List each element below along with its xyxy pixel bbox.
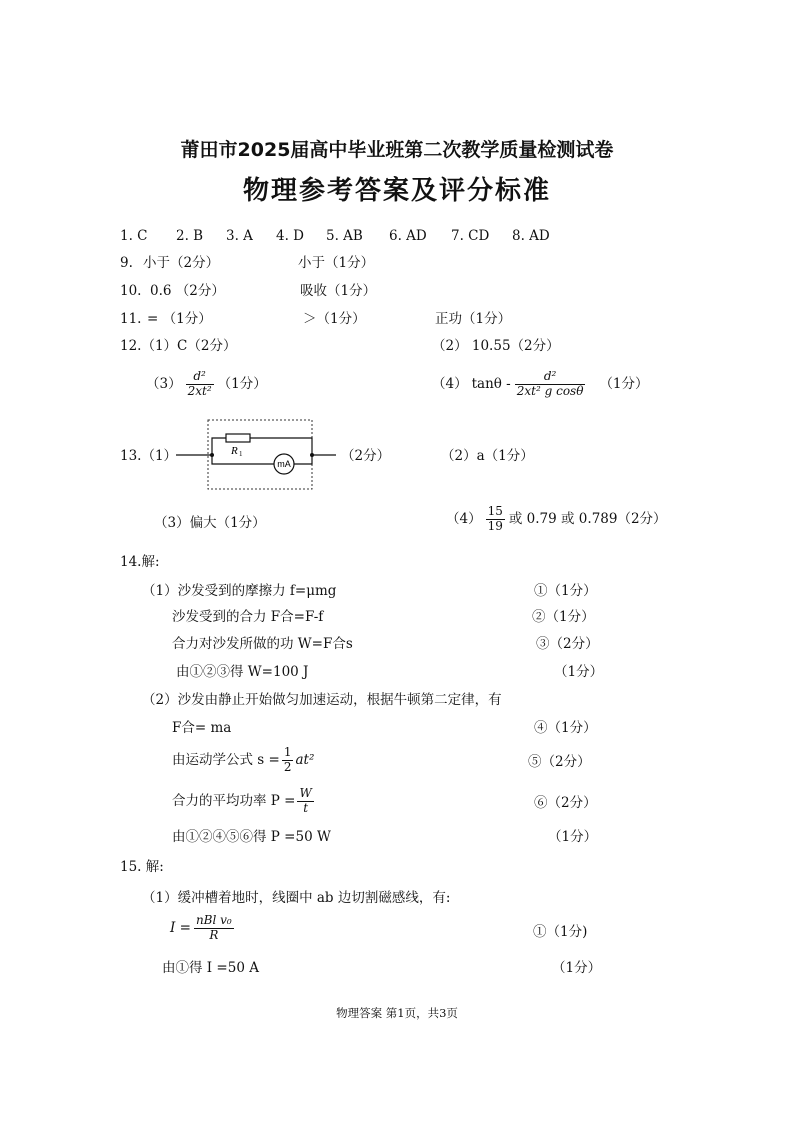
q12-part1: 12.（1）C（2分） bbox=[120, 338, 237, 354]
q9-answer-b: 小于（1分） bbox=[298, 255, 375, 271]
q10-label: 10. bbox=[120, 283, 142, 299]
q10-answer-b: 吸收（1分） bbox=[300, 283, 377, 299]
q12-part3-score: （1分） bbox=[217, 375, 267, 392]
q13-part4-label: （4） bbox=[446, 510, 482, 527]
q14-line8: 由①②④⑤⑥得 P =50 W bbox=[172, 829, 331, 845]
circuit-wire-top-right bbox=[250, 438, 312, 455]
q14-line6-numerator: 1 bbox=[283, 745, 292, 759]
q14-line3: 合力对沙发所做的功 W=F合s bbox=[172, 636, 353, 652]
q14-line6-prefix: 由运动学公式 s = bbox=[172, 751, 280, 768]
q9-answer-a: 小于（2分） bbox=[143, 255, 220, 271]
q15-score-1: ①（1分) bbox=[533, 924, 588, 940]
q11-answer-c: 正功（1分） bbox=[435, 311, 512, 327]
q12-part3 bbox=[146, 370, 267, 399]
q14-line6-fraction bbox=[282, 746, 294, 775]
q14-score-1: ①（1分） bbox=[534, 583, 597, 599]
circuit-wire-bottom-right bbox=[294, 455, 312, 464]
q14-part2: （2）沙发由静止开始做匀加速运动，根据牛顿第二定律，有 bbox=[142, 692, 502, 708]
q14-line7 bbox=[172, 787, 316, 816]
choice-answer: 8. AD bbox=[512, 228, 550, 244]
q13-part4-fraction bbox=[486, 505, 505, 534]
q12-part3-label: （3） bbox=[146, 375, 182, 392]
circuit-wire-top-left bbox=[212, 438, 226, 455]
q9-label: 9. bbox=[120, 255, 133, 271]
q14-line6 bbox=[172, 746, 314, 775]
choice-answer: 2. B bbox=[176, 228, 204, 244]
q14-line7-fraction bbox=[297, 787, 313, 816]
q12-part3-fraction bbox=[186, 370, 214, 399]
q12-part4 bbox=[432, 370, 649, 399]
circuit-dashed-box bbox=[208, 420, 312, 489]
q14-part1: （1）沙发受到的摩擦力 f=μmg bbox=[142, 583, 337, 599]
choice-answer: 3. A bbox=[226, 228, 253, 244]
q12-part4-fraction bbox=[515, 370, 586, 399]
choice-answer: 5. AB bbox=[326, 228, 363, 244]
q12-part3-denominator: 2xt² bbox=[187, 383, 212, 398]
resistor-label: R bbox=[231, 445, 238, 457]
q15-eq-numerator: nBl v₀ bbox=[195, 913, 232, 927]
q14-score-2: ②（1分） bbox=[532, 609, 595, 625]
choice-answer: 6. AD bbox=[389, 228, 427, 244]
page-footer: 物理答案 第1页，共3页 bbox=[336, 1006, 458, 1020]
choice-answer: 4. D bbox=[276, 228, 304, 244]
q10-answer-a: 0.6 （2分） bbox=[150, 283, 225, 299]
document-title: 莆田市2025届高中毕业班第二次教学质量检测试卷 bbox=[180, 139, 614, 161]
q14-line7-prefix: 合力的平均功率 P = bbox=[172, 792, 296, 809]
q11-answer-a: = （1分） bbox=[147, 311, 212, 327]
q13-part4-rest: 或 0.79 或 0.789（2分） bbox=[508, 510, 667, 527]
q14-line4: 由①②③得 W=100 J bbox=[176, 664, 309, 680]
q14-line7-denominator: t bbox=[303, 800, 309, 815]
q13-part4 bbox=[446, 505, 667, 534]
q13-part1-score: （2分） bbox=[341, 448, 391, 464]
circuit-wire-bottom-left bbox=[212, 455, 274, 464]
q13-part4-denominator: 19 bbox=[487, 518, 503, 533]
q13-part4-numerator: 15 bbox=[487, 504, 503, 518]
q15-score-2: （1分） bbox=[552, 960, 602, 976]
q14-line7-numerator: W bbox=[299, 786, 312, 800]
q12-part4-denominator: 2xt² g cosθ bbox=[516, 383, 584, 398]
resistor-r1 bbox=[226, 434, 250, 442]
q12-part3-numerator: d² bbox=[186, 370, 214, 385]
q13-part2: （2）a（1分） bbox=[441, 448, 534, 464]
q14-line5: F合= ma bbox=[172, 720, 232, 736]
q15-line2: 由①得 I =50 A bbox=[162, 960, 259, 976]
q14-title: 14.解: bbox=[120, 554, 160, 570]
circuit-diagram bbox=[176, 418, 336, 493]
q11-answer-b: ＞（1分） bbox=[303, 311, 366, 327]
q13-part3: （3）偏大（1分） bbox=[154, 515, 266, 531]
q13-part1-label: 13.（1） bbox=[120, 448, 178, 464]
q12-part4-numerator: d² bbox=[515, 370, 586, 385]
q15-title: 15. 解: bbox=[120, 859, 164, 875]
q14-score-6: ⑤（2分） bbox=[528, 754, 591, 770]
q14-score-7: ⑥（2分） bbox=[534, 795, 597, 811]
q14-score-8: （1分） bbox=[548, 829, 598, 845]
q14-line6-denominator: 2 bbox=[283, 759, 292, 774]
q15-eq-prefix: I = bbox=[170, 919, 191, 936]
q12-part4-prefix: tanθ - bbox=[471, 375, 511, 392]
q14-score-4: （1分） bbox=[554, 664, 604, 680]
q12-part4-score: （1分） bbox=[599, 375, 649, 392]
meter-label: mA bbox=[277, 459, 291, 469]
choice-answer: 1. C bbox=[120, 228, 148, 244]
q11-label: 11. bbox=[120, 311, 142, 327]
q15-eq-fraction bbox=[194, 914, 234, 943]
q15-eq-denominator: R bbox=[209, 927, 219, 942]
q14-score-5: ④（1分） bbox=[534, 720, 597, 736]
q15-part1: （1）缓冲槽着地时，线圈中 ab 边切割磁感线，有: bbox=[142, 890, 451, 906]
resistor-label-subscript: 1 bbox=[239, 450, 243, 458]
q12-part2: （2） 10.55（2分） bbox=[432, 338, 560, 354]
choice-answer: 7. CD bbox=[451, 228, 490, 244]
q14-line2: 沙发受到的合力 F合=F-f bbox=[172, 609, 324, 625]
q12-part4-label: （4） bbox=[432, 375, 468, 392]
q14-line6-suffix: at² bbox=[295, 751, 315, 768]
document-subtitle: 物理参考答案及评分标准 bbox=[242, 176, 551, 206]
q15-equation bbox=[170, 914, 237, 943]
q14-score-3: ③（2分） bbox=[536, 636, 599, 652]
